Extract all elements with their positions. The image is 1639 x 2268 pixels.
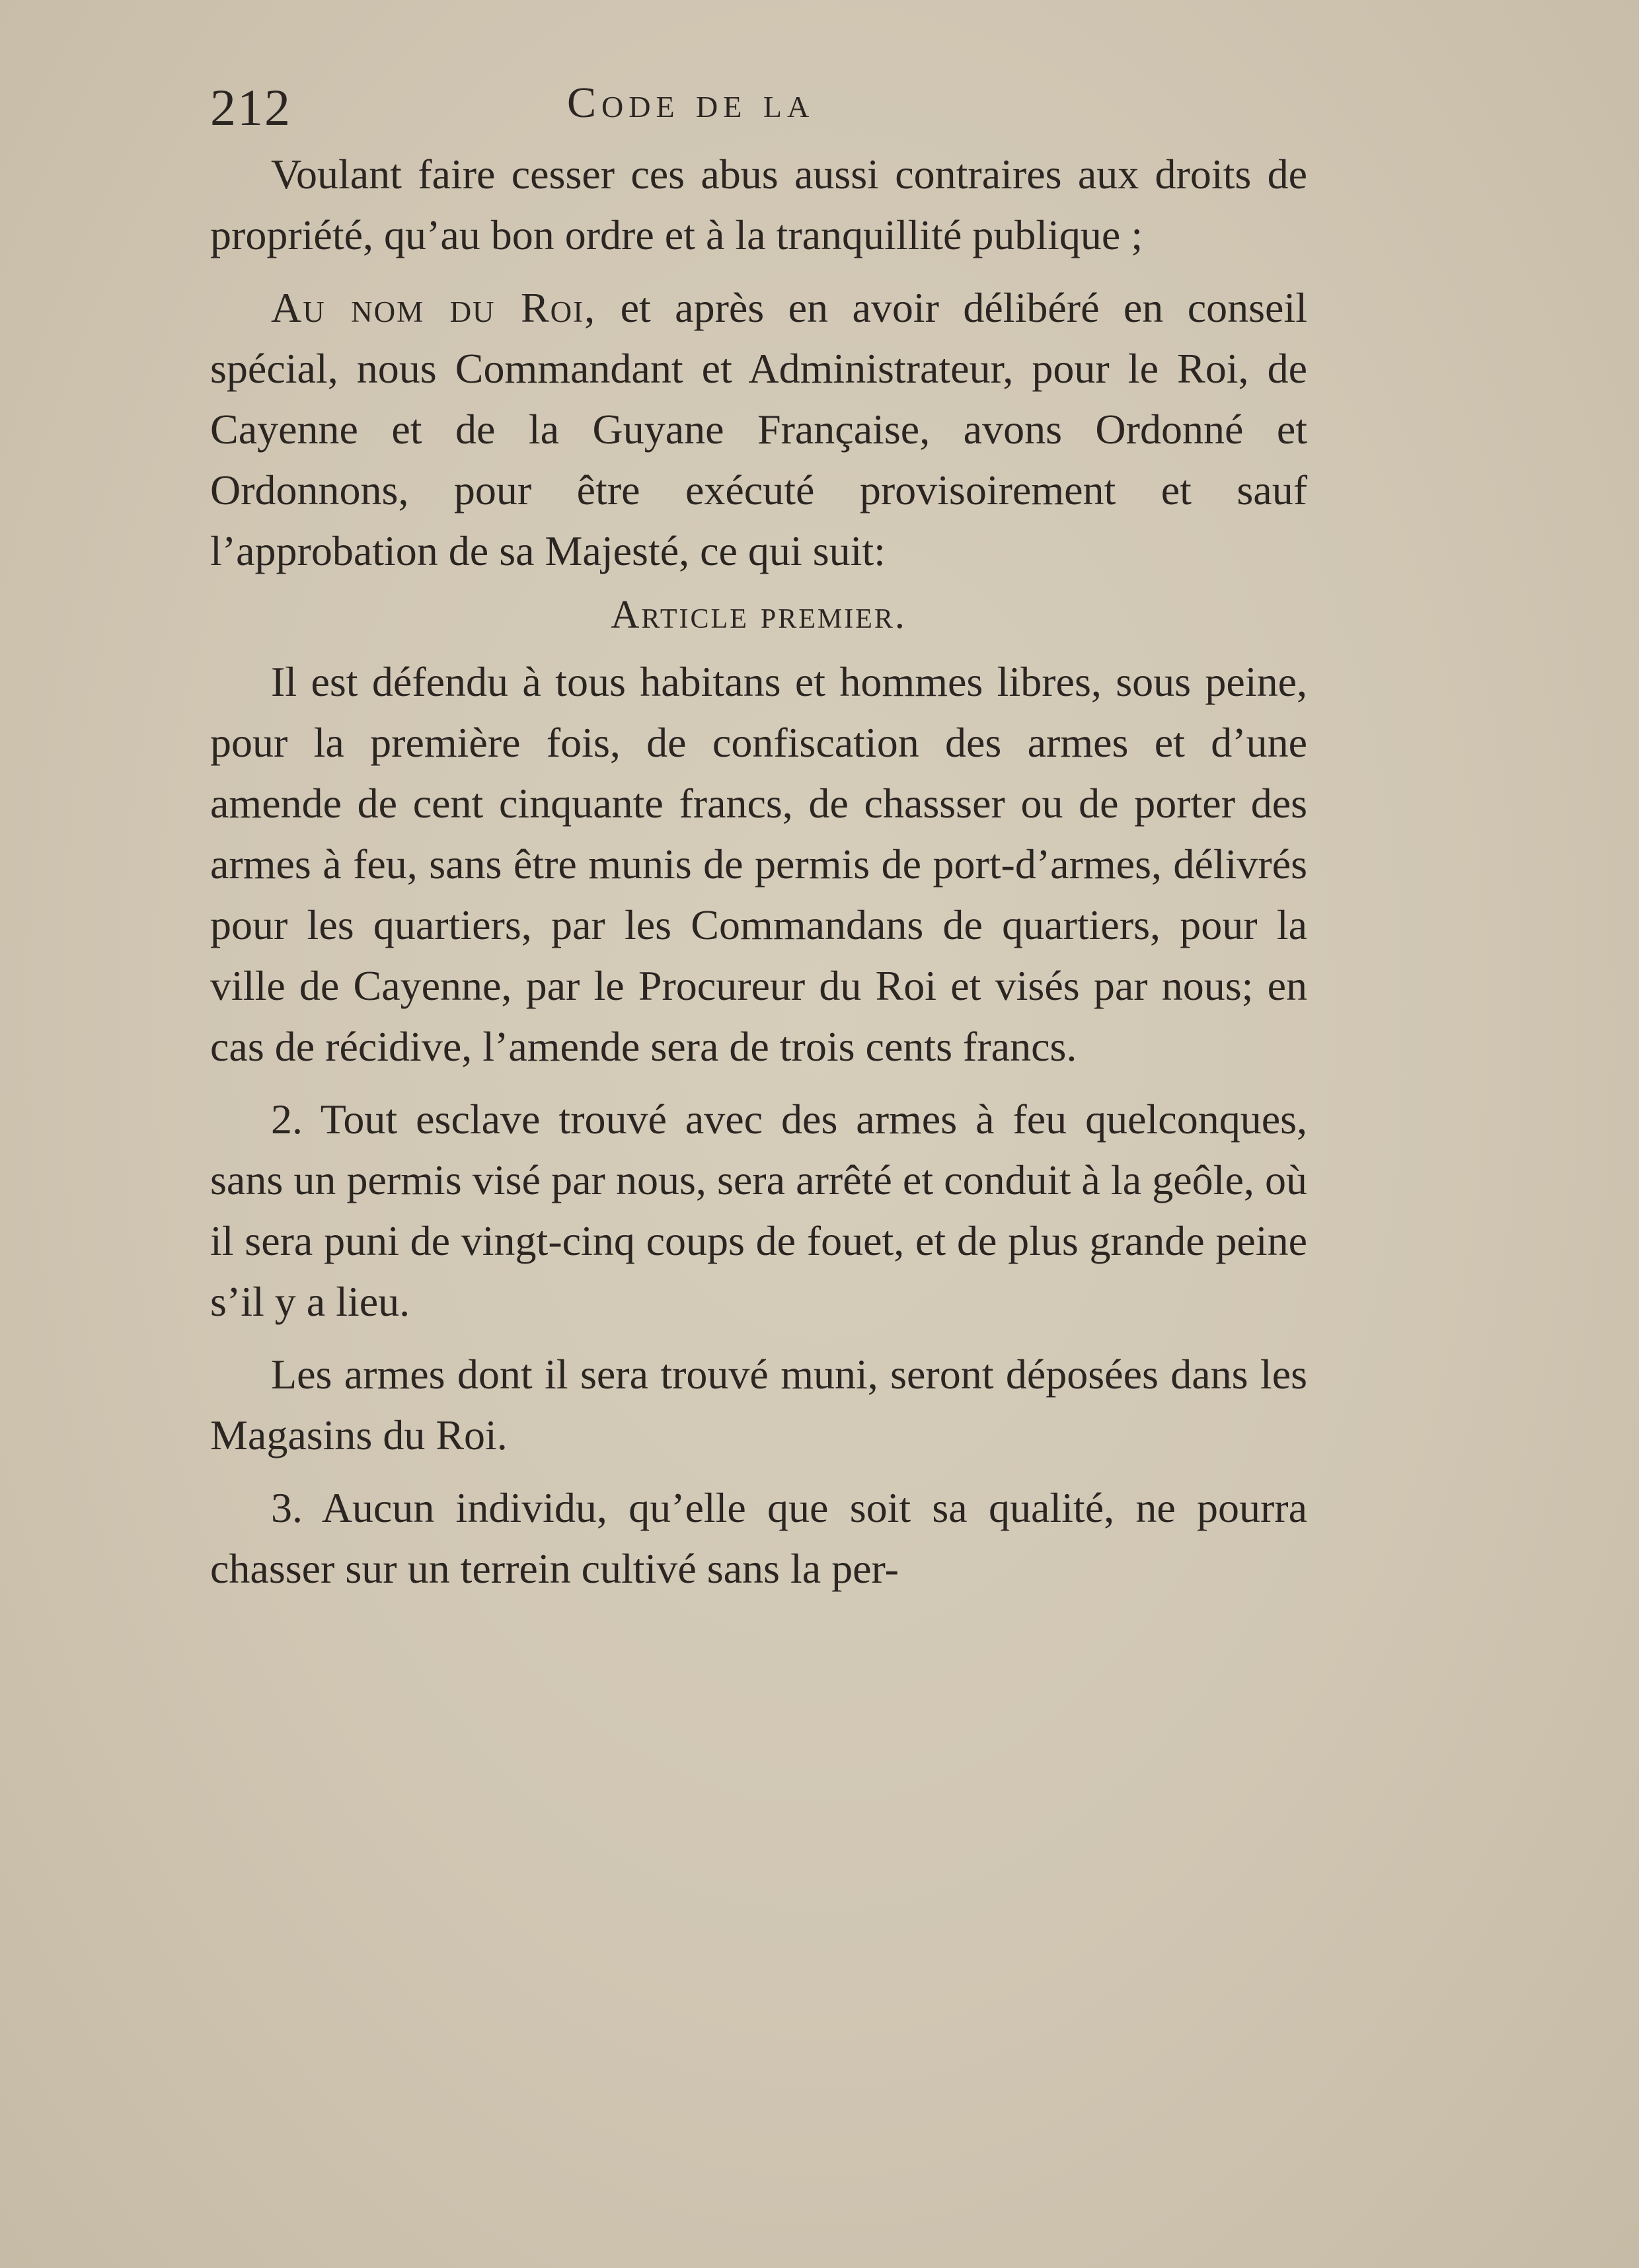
main-text <box>210 144 1307 1599</box>
page-number: 212 <box>210 79 291 136</box>
article-2-continuation: Les armes dont il sera trouvé muni, seront déposées dans les Magasins du Roi. <box>210 1351 1307 1458</box>
running-head: Code de la <box>567 79 815 127</box>
page-header <box>210 78 1301 151</box>
preamble-paragraph: Voulant faire cesser ces abus aussi contraires aux droits de propriété, qu’au bon ordre et à la tranquillité publique ; <box>210 151 1307 258</box>
ordinance-paragraph <box>210 278 1307 582</box>
article-1-paragraph: Il est défendu à tous habitans et hommes libres, sous peine, pour la première fois, de confiscation des armes et d’une amende de cent cinquante francs, de chassser ou de porter des armes à feu, sans être munis de permis de port-d’armes, délivrés pour les quartiers, par les Commandans de quartiers, pour la ville de Cayenne, par le Procureur du Roi et visés par nous; en cas de récidive, l’amende sera de trois cents francs. <box>210 658 1307 1070</box>
article-3-paragraph: 3. Aucun individu, qu’elle que soit sa qualité, ne pourra chasser sur un terrein cultivé sans la per- <box>210 1484 1307 1592</box>
article-2-paragraph: 2. Tout esclave trouvé avec des armes à feu quelconques, sans un permis visé par nous, sera arrêté et conduit à la geôle, où il sera puni de vingt-cinq coups de fouet, et de plus grande peine s’il y a lieu. <box>210 1096 1307 1325</box>
ordinance-text: et après en avoir délibéré en conseil spécial, nous Commandant et Administrateur, pour le Roi, de Cayenne et de la Guyane Française, avons Ordonné et Ordonnons, pour être exécuté provisoirement et sauf l’approbation de sa Majesté, ce qui suit: <box>210 284 1308 574</box>
royal-formula: Au nom du Roi, <box>271 284 597 331</box>
article-heading: Article premier. <box>611 593 907 636</box>
